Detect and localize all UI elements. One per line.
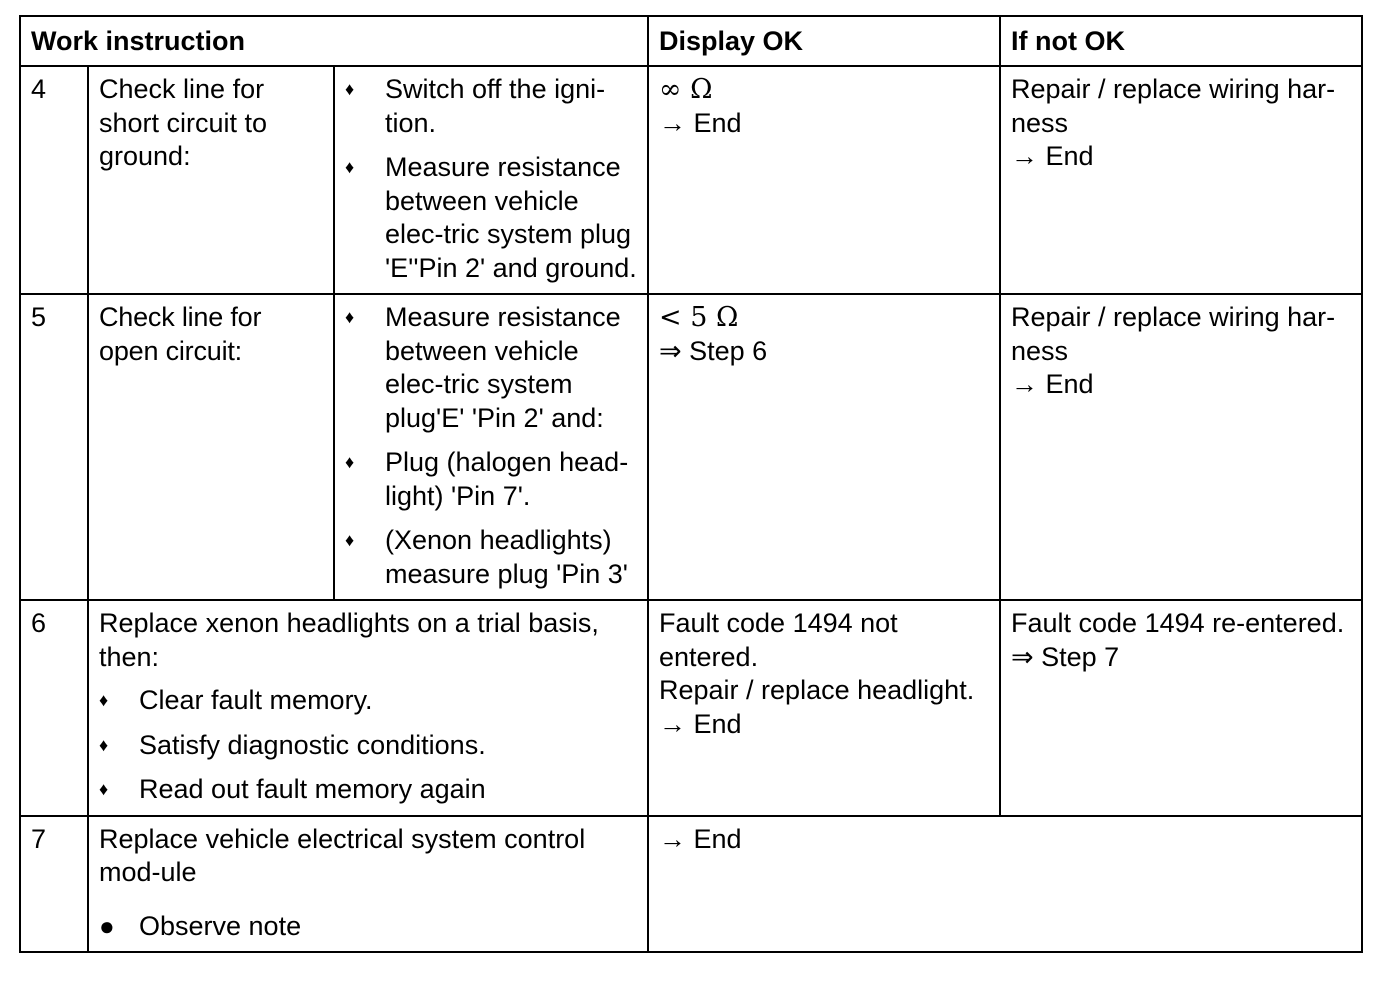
header-display-ok: Display OK — [648, 16, 1000, 66]
list-item: ♦ (Xenon headlights) measure plug 'Pin 3' — [345, 524, 637, 591]
instruction-bullets — [334, 294, 648, 600]
step-number: 6 — [20, 600, 88, 816]
table-row — [20, 66, 1362, 294]
step-number: 7 — [20, 816, 88, 953]
diamond-bullet-icon: ♦ — [99, 779, 109, 799]
step-number: 5 — [20, 294, 88, 600]
list-item: ♦ Plug (halogen head-light) 'Pin 7'. — [345, 446, 637, 513]
list-item: ♦ Switch off the igni-tion. — [345, 73, 637, 140]
list-item: ♦ Measure resistance between vehicle elec-tric system plug'E' 'Pin 2' and: — [345, 301, 637, 435]
table-row — [20, 816, 1362, 953]
list-item: ♦ Clear fault memory. — [99, 684, 637, 718]
diamond-bullet-icon: ♦ — [345, 307, 355, 327]
display-ok-cell: → End — [648, 816, 1362, 953]
instruction-bullets — [334, 66, 648, 294]
if-not-ok-cell: Repair / replace wiring har-ness → End — [1000, 66, 1362, 294]
display-ok-cell: < 5 Ω ⇒ Step 6 — [648, 294, 1000, 600]
list-item: ♦ Read out fault memory again — [99, 773, 637, 807]
if-not-ok-cell: Repair / replace wiring har-ness → End — [1000, 294, 1362, 600]
diamond-bullet-icon: ♦ — [99, 690, 109, 710]
diamond-bullet-icon: ♦ — [99, 734, 109, 755]
check-description: Check line for short circuit to ground: — [88, 66, 334, 294]
header-if-not-ok: If not OK — [1000, 16, 1362, 66]
diamond-bullet-icon: ♦ — [345, 79, 355, 99]
diamond-bullet-icon: ♦ — [345, 452, 355, 472]
check-description: Check line for open circuit: — [88, 294, 334, 600]
table-row — [20, 600, 1362, 816]
instruction-text: Replace xenon headlights on a trial basis, then: — [99, 608, 599, 672]
instruction-text: Replace vehicle electrical system control mod-ule — [99, 823, 586, 887]
if-not-ok-cell: Fault code 1494 re-entered. ⇒ Step 7 — [1000, 600, 1362, 816]
work-instruction-table — [19, 15, 1363, 953]
list-item: ♦ Measure resistance between vehicle elec-tric system plug 'E''Pin 2' and ground. — [345, 151, 637, 285]
instruction-cell — [88, 600, 648, 816]
display-ok-cell: ∞ Ω → End — [648, 66, 1000, 294]
table-row — [20, 294, 1362, 600]
step-number: 4 — [20, 66, 88, 294]
header-row — [20, 16, 1362, 66]
list-item: ● Observe note — [99, 910, 637, 944]
round-bullet-icon: ● — [99, 910, 115, 941]
list-item: ♦ Satisfy diagnostic conditions. — [99, 729, 637, 763]
diamond-bullet-icon: ♦ — [345, 530, 355, 550]
display-ok-cell: Fault code 1494 not entered. Repair / replace headlight. → End — [648, 600, 1000, 816]
instruction-cell — [88, 816, 648, 953]
header-work-instruction: Work instruction — [20, 16, 648, 66]
diamond-bullet-icon: ♦ — [345, 157, 355, 177]
